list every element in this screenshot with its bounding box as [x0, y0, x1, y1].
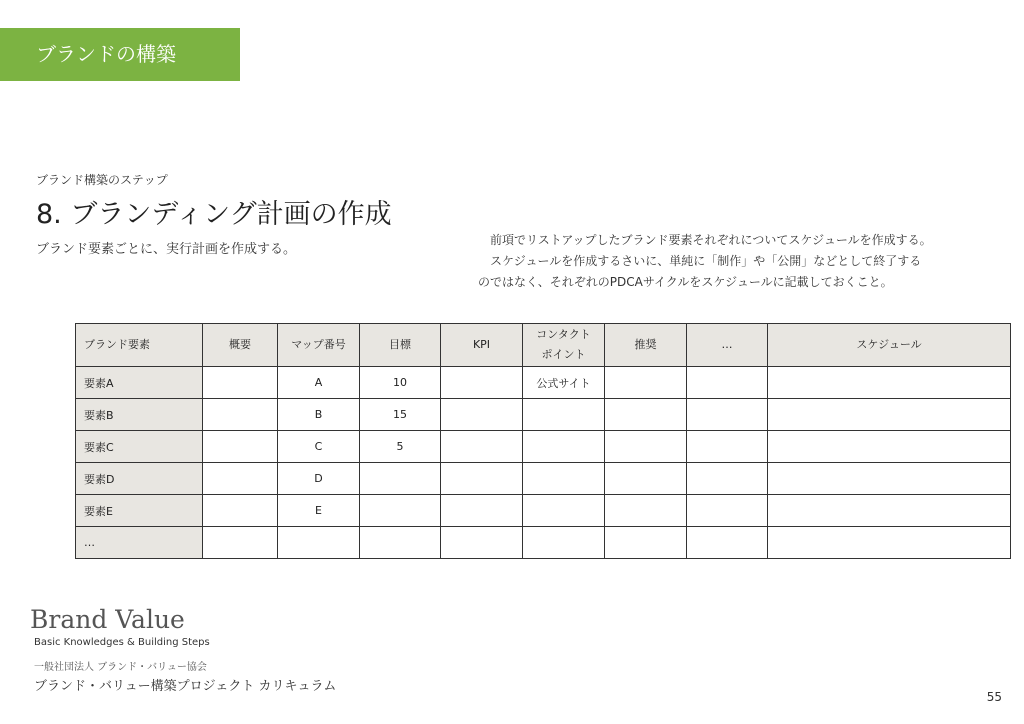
table-row — [76, 431, 1011, 463]
table-cell: 5 — [360, 431, 441, 463]
row-header-cell: 要素B — [76, 399, 203, 431]
table-header-row — [76, 324, 1011, 367]
table-row — [76, 399, 1011, 431]
table-row — [76, 527, 1011, 559]
table-cell — [203, 399, 278, 431]
table-cell — [203, 495, 278, 527]
table-cell — [768, 431, 1011, 463]
table-cell: 15 — [360, 399, 441, 431]
table-cell — [523, 431, 605, 463]
table-cell — [441, 527, 523, 559]
table-cell — [360, 463, 441, 495]
table-cell — [523, 527, 605, 559]
table-cell — [768, 527, 1011, 559]
description — [478, 230, 998, 293]
table-cell: E — [278, 495, 360, 527]
table-cell — [203, 431, 278, 463]
column-header: KPI — [441, 324, 523, 367]
logo-tagline: Basic Knowledges & Building Steps — [34, 637, 210, 648]
table-cell — [523, 463, 605, 495]
section-tab: ブランドの構築 — [0, 28, 240, 81]
table-cell — [360, 527, 441, 559]
description-line: 前項でリストアップしたブランド要素それぞれについてスケジュールを作成する。 — [490, 233, 932, 247]
column-header: コンタクト ポイント — [523, 324, 605, 367]
table-cell — [441, 399, 523, 431]
column-header: 目標 — [360, 324, 441, 367]
table-cell — [768, 367, 1011, 399]
column-header: … — [687, 324, 768, 367]
table-cell — [605, 527, 687, 559]
table-cell — [768, 463, 1011, 495]
table-cell — [687, 463, 768, 495]
page-number: 55 — [986, 690, 1002, 704]
table-cell: D — [278, 463, 360, 495]
table-cell — [441, 367, 523, 399]
table-row — [76, 367, 1011, 399]
description-line: スケジュールを作成するさいに、単純に「制作」や「公開」などとして終了する — [490, 254, 922, 268]
table-cell — [523, 495, 605, 527]
table-cell — [203, 527, 278, 559]
table-cell: 公式サイト — [523, 367, 605, 399]
table-cell — [605, 431, 687, 463]
table-cell — [441, 495, 523, 527]
table-cell — [360, 495, 441, 527]
table-cell — [278, 527, 360, 559]
table-cell — [687, 367, 768, 399]
table-cell — [605, 463, 687, 495]
table-cell — [687, 431, 768, 463]
table-cell — [687, 527, 768, 559]
table-cell: A — [278, 367, 360, 399]
brand-logo: Brand Value — [30, 605, 185, 634]
row-header-cell: 要素C — [76, 431, 203, 463]
column-header: 推奨 — [605, 324, 687, 367]
table-cell — [768, 495, 1011, 527]
column-header: ブランド要素 — [76, 324, 203, 367]
table-cell: C — [278, 431, 360, 463]
description-line: のではなく、それぞれのPDCAサイクルをスケジュールに記載しておくこと。 — [478, 275, 893, 289]
branding-plan-table — [75, 323, 1011, 559]
table-body — [76, 367, 1011, 559]
table-cell — [605, 495, 687, 527]
table-cell — [605, 367, 687, 399]
table-cell — [203, 367, 278, 399]
table-row — [76, 463, 1011, 495]
organization-name: 一般社団法人 ブランド・バリュー協会 — [34, 662, 207, 673]
column-header: マップ番号 — [278, 324, 360, 367]
column-header: スケジュール — [768, 324, 1011, 367]
table-row — [76, 495, 1011, 527]
table-cell — [687, 399, 768, 431]
table-cell — [768, 399, 1011, 431]
row-header-cell: 要素A — [76, 367, 203, 399]
table-cell — [441, 431, 523, 463]
page-title: 8. ブランディング計画の作成 — [36, 199, 392, 230]
table-cell — [523, 399, 605, 431]
table-cell: 10 — [360, 367, 441, 399]
table-cell — [687, 495, 768, 527]
table-cell — [605, 399, 687, 431]
table-cell — [441, 463, 523, 495]
subtitle: ブランド要素ごとに、実行計画を作成する。 — [36, 242, 297, 257]
row-header-cell: 要素D — [76, 463, 203, 495]
curriculum-title: ブランド・バリュー構築プロジェクト カリキュラム — [34, 679, 337, 694]
column-header: 概要 — [203, 324, 278, 367]
table-cell — [203, 463, 278, 495]
table-cell: B — [278, 399, 360, 431]
row-header-cell: 要素E — [76, 495, 203, 527]
step-label: ブランド構築のステップ — [36, 173, 168, 187]
row-header-cell: … — [76, 527, 203, 559]
